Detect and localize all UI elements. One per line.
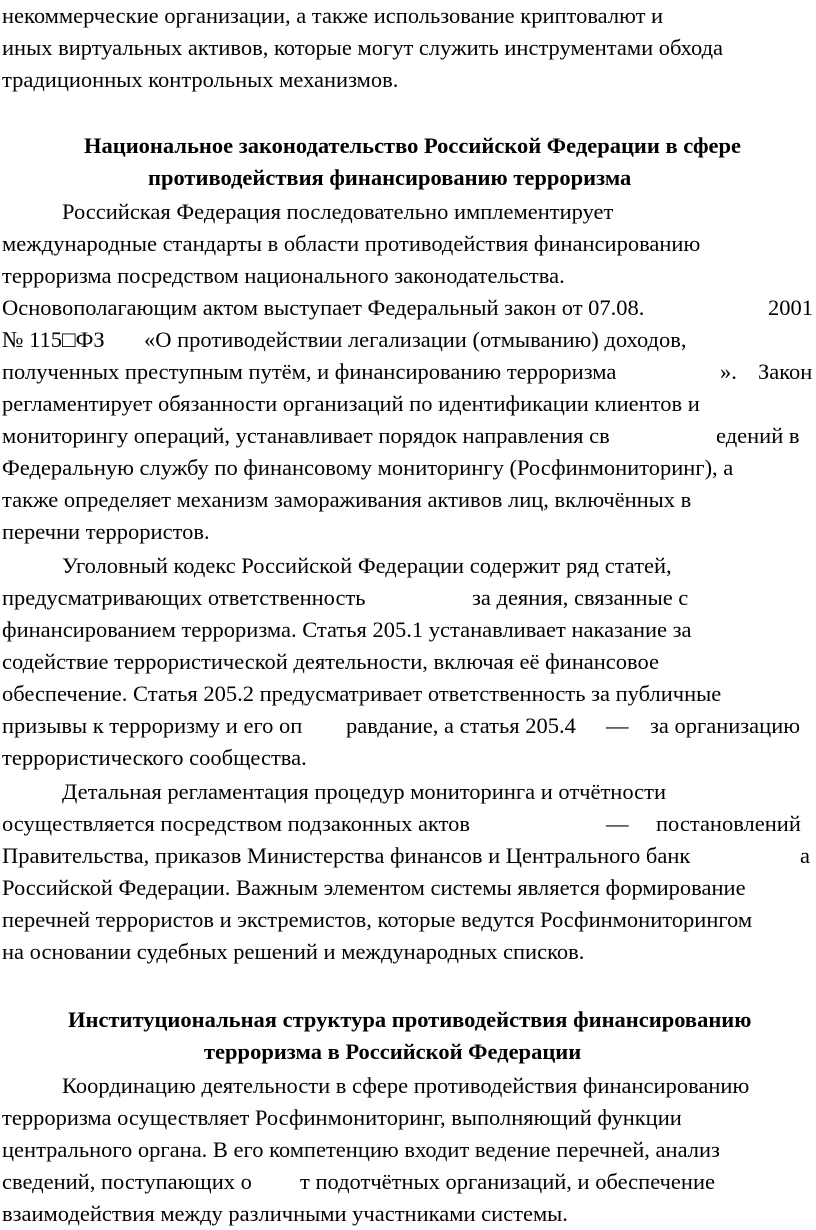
text-line: некоммерческие организации, а также использование криптовалют и [2, 3, 664, 28]
text-line: № 115□ФЗ [2, 327, 105, 352]
text-line: т подотчётных организаций, и обеспечение [300, 1169, 715, 1194]
text-line: равдание, а статья 205.4 [346, 713, 576, 738]
text-line: террористического сообщества. [2, 745, 307, 770]
text-line: Основополагающим актом выступает Федеральный закон от 07.08. [2, 295, 645, 320]
text-line: а [800, 843, 810, 868]
text-line: перечней террористов и экстремистов, которые ведутся Росфинмониторингом [2, 907, 753, 932]
text-line: 2001 [768, 295, 813, 320]
text-line: терроризма посредством национального законодательства. [2, 263, 565, 288]
text-line: постановлений [656, 811, 801, 836]
text-line: «О противодействии легализации (отмыванию) доходов, [144, 327, 687, 352]
text-line: сведений, поступающих о [2, 1169, 252, 1194]
text-line: Российской Федерации. Важным элементом системы является формирование [2, 875, 746, 900]
text-line: обеспечение. Статья 205.2 предусматривает ответственность за публичные [2, 681, 722, 706]
text-line: мониторингу операций, устанавливает порядок направления св [2, 423, 610, 448]
text-line: содействие террористической деятельности, включая её финансовое [2, 649, 660, 674]
text-line: ». [720, 359, 737, 384]
text-line: иных виртуальных активов, которые могут служить инструментами обхода [2, 35, 723, 60]
section-heading: Национальное законодательство Российской Федерации в сфере [84, 133, 741, 158]
em-dash: — [606, 811, 629, 836]
text-line: едений в [716, 423, 800, 448]
section-heading: противодействия финансированию терроризма [148, 165, 632, 190]
section-heading: Институциональная структура противодействия финансированию [68, 1007, 752, 1032]
text-line: предусматривающих ответственность [2, 585, 366, 610]
text-line: призывы к терроризму и его оп [2, 713, 303, 738]
text-line: регламентирует обязанности организаций по идентификации клиентов и [2, 391, 700, 416]
text-line: Федеральную службу по финансовому мониторингу (Росфинмониторинг), а [2, 455, 734, 480]
text-line: международные стандарты в области противодействия финансированию [2, 231, 701, 256]
text-line: за организацию [650, 713, 801, 738]
text-line: традиционных контрольных механизмов. [2, 67, 399, 92]
text-line: Детальная регламентация процедур мониторинга и отчётности [62, 779, 667, 804]
text-line: Правительства, приказов Министерства финансов и Центрального банк [2, 843, 691, 868]
text-line: осуществляется посредством подзаконных актов [2, 811, 470, 836]
text-line: терроризма осуществляет Росфинмониторинг, выполняющий функции [2, 1105, 682, 1130]
text-line: перечни террористов. [2, 519, 210, 544]
text-line: финансированием терроризма. Статья 205.1 устанавливает наказание за [2, 617, 692, 642]
em-dash: — [606, 713, 629, 738]
text-line: Закон [758, 359, 813, 384]
text-line: Российская Федерация последовательно имплементирует [62, 199, 614, 224]
text-line: взаимодействия между различными участниками системы. [2, 1201, 568, 1226]
section-heading: терроризма в Российской Федерации [204, 1039, 582, 1064]
text-line: на основании судебных решений и международных списков. [2, 939, 585, 964]
text-line: центрального органа. В его компетенцию входит ведение перечней, анализ [2, 1137, 720, 1162]
text-line: Уголовный кодекс Российской Федерации содержит ряд статей, [62, 553, 672, 578]
text-line: Координацию деятельности в сфере противодействия финансированию [62, 1073, 750, 1098]
text-line: полученных преступным путём, и финансированию терроризма [2, 359, 617, 384]
text-line: за деяния, связанные с [472, 585, 689, 610]
text-line: также определяет механизм замораживания активов лиц, включённых в [2, 487, 692, 512]
